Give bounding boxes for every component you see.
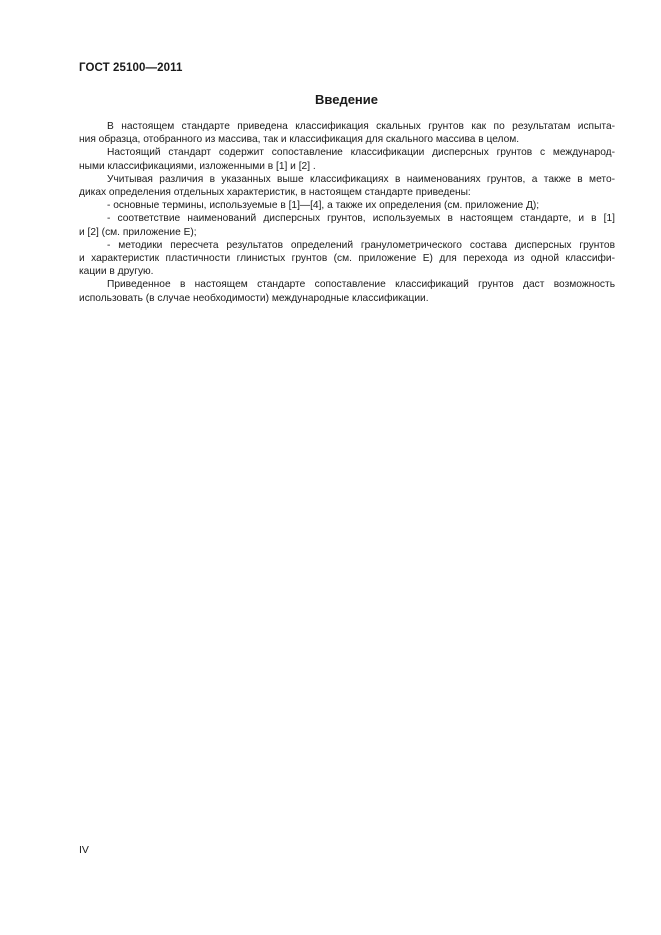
text-line: и характеристик пластичности глинистых грунтов (см. приложение Е) для перехода из одной классифи- bbox=[79, 253, 615, 265]
text-line: и [2] (см. приложение Е); bbox=[79, 226, 197, 238]
paragraph bbox=[79, 173, 615, 199]
text-line: Приведенное в настоящем стандарте сопоставление классификаций грунтов даст возможность bbox=[107, 279, 615, 291]
text-line: диках определения отдельных характеристик, в настоящем стандарте приведены: bbox=[79, 187, 471, 199]
text-line: - методики пересчета результатов определений гранулометрического состава дисперсных грунтов bbox=[107, 239, 615, 251]
list-item bbox=[79, 239, 615, 279]
text-line: Настоящий стандарт содержит сопоставление классификации дисперсных грунтов с международ- bbox=[107, 147, 615, 159]
page-number: IV bbox=[79, 844, 89, 856]
text-line: ными классификациями, изложенными в [1] и [2] . bbox=[79, 160, 316, 172]
text-line: - соответствие наименований дисперсных грунтов, используемых в настоящем стандарте, и в [1] bbox=[107, 213, 615, 225]
paragraph bbox=[79, 146, 615, 172]
text-line: ния образца, отобранного из массива, так и классификация для скального массива в целом. bbox=[79, 134, 520, 146]
text-line: Учитывая различия в указанных выше классификациях в наименованиях грунтов, а также в мето- bbox=[107, 173, 615, 185]
text-line: кации в другую. bbox=[79, 266, 154, 278]
list-item bbox=[79, 199, 615, 212]
paragraph bbox=[79, 120, 615, 146]
body-text bbox=[79, 120, 615, 305]
text-line: - основные термины, используемые в [1]—[4], а также их определения (см. приложение Д); bbox=[107, 200, 540, 212]
paragraph bbox=[79, 278, 615, 304]
section-title: Введение bbox=[315, 92, 378, 107]
document-code: ГОСТ 25100—2011 bbox=[79, 62, 183, 74]
list-item bbox=[79, 212, 615, 238]
text-line: использовать (в случае необходимости) международные классификации. bbox=[79, 292, 429, 304]
text-line: В настоящем стандарте приведена классификация скальных грунтов как по результатам испыта- bbox=[107, 121, 615, 132]
